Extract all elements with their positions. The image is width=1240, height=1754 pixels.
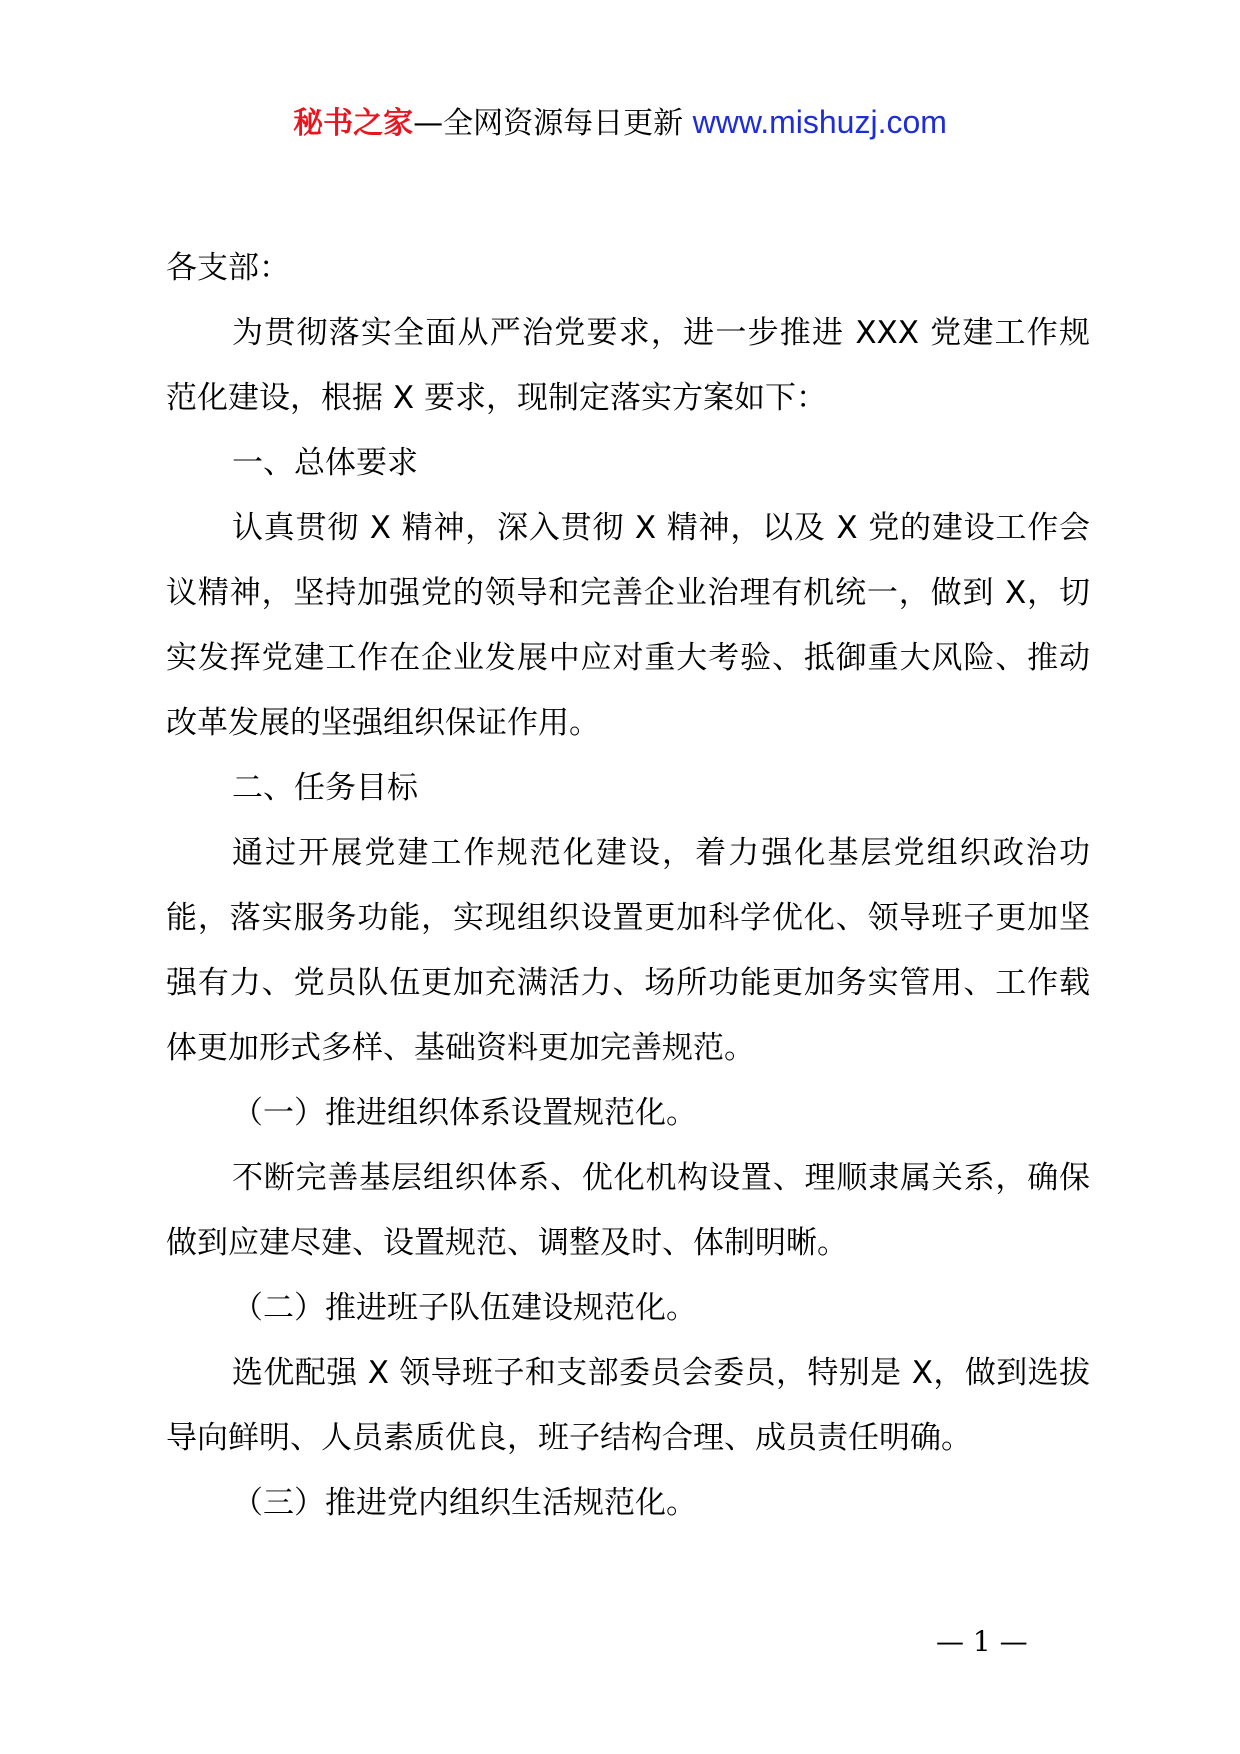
- subsection-paragraph-1: 不断完善基层组织体系、优化机构设置、理顺隶属关系，确保做到应建尽建、设置规范、调整及时、体制明晰。: [166, 1160, 1090, 1261]
- subsection-heading-2: （二）推进班子队伍建设规范化。: [232, 1290, 697, 1326]
- site-url-link[interactable]: www.mishuzj.com: [692, 104, 947, 140]
- page-number: — 1 —: [936, 1625, 1028, 1658]
- section-paragraph-2: 通过开展党建工作规范化建设，着力强化基层党组织政治功能，落实服务功能，实现组织设置更加科学优化、领导班子更加坚强有力、党员队伍更加充满活力、场所功能更加务实管用、工作载体更加形式多样、基础资料更加完善规范。: [166, 835, 1090, 1066]
- document-body: [166, 236, 1090, 1536]
- subsection-heading-3: （三）推进党内组织生活规范化。: [232, 1485, 697, 1521]
- section-heading-1: 一、总体要求: [232, 445, 418, 481]
- intro-paragraph: 为贯彻落实全面从严治党要求，进一步推进 XXX 党建工作规范化建设，根据 X 要求，现制定落实方案如下：: [166, 315, 1090, 416]
- subsection-paragraph-2: 选优配强 X 领导班子和支部委员会委员，特别是 X，做到选拔导向鲜明、人员素质优良，班子结构合理、成员责任明确。: [166, 1355, 1090, 1456]
- section-heading-2: 二、任务目标: [232, 770, 418, 806]
- salutation: 各支部：: [166, 250, 290, 286]
- site-tagline: —全网资源每日更新: [413, 106, 693, 141]
- section-paragraph-1: 认真贯彻 X 精神，深入贯彻 X 精神，以及 X 党的建设工作会议精神，坚持加强党的领导和完善企业治理有机统一，做到 X，切实发挥党建工作在企业发展中应对重大考验、抵御重大风险、推动改革发展的坚强组织保证作用。: [166, 510, 1090, 741]
- site-brand: 秘书之家: [293, 106, 414, 141]
- subsection-heading-1: （一）推进组织体系设置规范化。: [232, 1095, 697, 1131]
- site-banner: [0, 102, 1240, 144]
